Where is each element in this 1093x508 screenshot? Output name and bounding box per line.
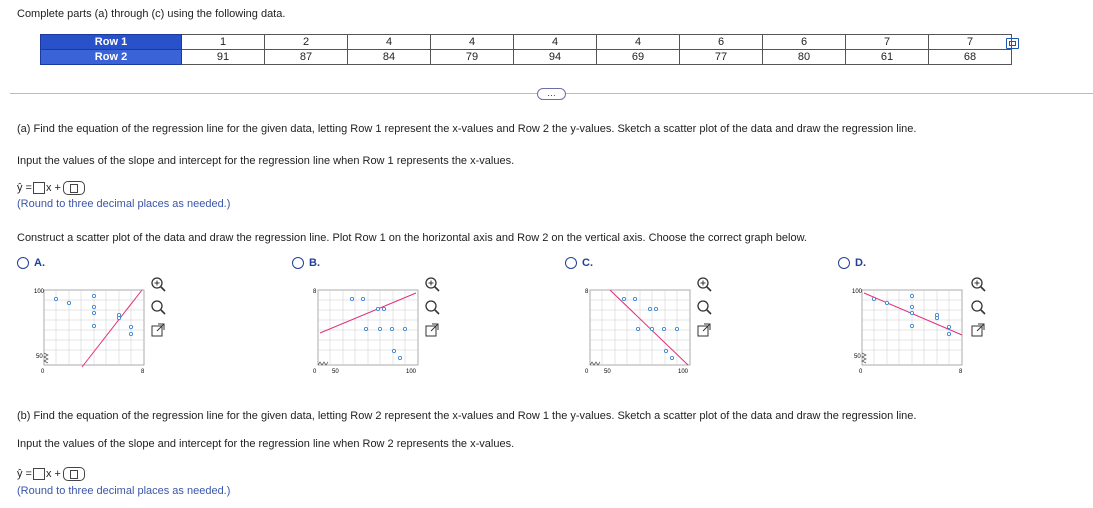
tick-label: 100 <box>678 369 689 375</box>
table-cell: 77 <box>680 50 763 65</box>
copy-data-icon[interactable] <box>1006 38 1019 49</box>
radio-icon[interactable] <box>838 257 850 269</box>
pop-out-icon[interactable] <box>424 322 440 338</box>
option-b-label: B. <box>309 257 320 269</box>
point <box>129 325 132 328</box>
tick-label: 50 <box>604 369 611 375</box>
expand-more-button[interactable]: … <box>537 88 566 100</box>
table-cell: 4 <box>348 35 431 50</box>
point <box>648 307 651 310</box>
part-b-equation <box>17 467 85 481</box>
point <box>650 327 653 330</box>
point <box>398 356 401 359</box>
point <box>67 301 70 304</box>
data-table <box>40 34 1012 65</box>
point <box>364 327 367 330</box>
tick-label: 8 <box>585 289 589 295</box>
table-cell: 84 <box>348 50 431 65</box>
radio-icon[interactable] <box>17 257 29 269</box>
point <box>910 311 913 314</box>
table-cell: 94 <box>514 50 597 65</box>
table-cell: 79 <box>431 50 514 65</box>
point <box>947 332 950 335</box>
point <box>675 327 678 330</box>
tick-label: 100 <box>406 369 417 375</box>
zoom-in-icon[interactable] <box>970 276 986 292</box>
option-d-label: D. <box>855 257 866 269</box>
part-a-question: (a) Find the equation of the regression line for the given data, letting Row 1 represent the x-values and Row 2 the y-values. Sketch a scatter plot of the data and draw the regression line. <box>17 123 917 135</box>
part-b-question: (b) Find the equation of the regression line for the given data, letting Row 2 represent the x-values and Row 1 the y-values. Sketch a scatter plot of the data and draw the regression line. <box>17 410 917 422</box>
table-cell: 4 <box>514 35 597 50</box>
graph-a <box>34 285 154 380</box>
option-c-label: C. <box>582 257 593 269</box>
point <box>670 356 673 359</box>
radio-icon[interactable] <box>565 257 577 269</box>
tick-label: 0 <box>41 369 45 375</box>
zoom-out-icon[interactable] <box>150 299 166 315</box>
point <box>403 327 406 330</box>
tick-label: 50 <box>36 354 43 360</box>
table-cell: 6 <box>763 35 846 50</box>
graph-d-tools <box>970 276 986 338</box>
intercept-input[interactable] <box>63 181 85 195</box>
tick-label: 8 <box>959 369 963 375</box>
point <box>390 327 393 330</box>
tick-label: 8 <box>313 289 317 295</box>
point <box>664 349 667 352</box>
point <box>910 324 913 327</box>
tick-label: 100 <box>852 289 863 295</box>
tick-label: 0 <box>585 369 589 375</box>
tick-label: 100 <box>34 289 45 295</box>
point <box>947 325 950 328</box>
table-cell: 7 <box>929 35 1012 50</box>
option-b[interactable] <box>292 257 320 269</box>
point <box>92 324 95 327</box>
yhat-label: ŷ = <box>17 182 32 194</box>
x-plus-label: x + <box>45 468 61 480</box>
tick-label: 50 <box>854 354 861 360</box>
zoom-in-icon[interactable] <box>150 276 166 292</box>
point <box>910 294 913 297</box>
table-cell: 6 <box>680 35 763 50</box>
table-cell: 69 <box>597 50 680 65</box>
zoom-in-icon[interactable] <box>696 276 712 292</box>
table-cell: 68 <box>929 50 1012 65</box>
graph-b-tools <box>424 276 440 338</box>
zoom-out-icon[interactable] <box>970 299 986 315</box>
part-b-round-hint: (Round to three decimal places as needed.) <box>17 485 231 497</box>
table-cell: 91 <box>182 50 265 65</box>
yhat-label: ŷ = <box>17 468 32 480</box>
point <box>910 305 913 308</box>
point <box>662 327 665 330</box>
graph-c-tools <box>696 276 712 338</box>
table-cell: 61 <box>846 50 929 65</box>
point <box>117 313 120 316</box>
graph-b <box>308 285 428 380</box>
option-a[interactable] <box>17 257 45 269</box>
part-a-round-hint: (Round to three decimal places as needed.) <box>17 198 231 210</box>
point <box>54 297 57 300</box>
point <box>622 297 625 300</box>
point <box>361 297 364 300</box>
table-cell: 4 <box>597 35 680 50</box>
point <box>654 307 657 310</box>
pop-out-icon[interactable] <box>970 322 986 338</box>
point <box>392 349 395 352</box>
pop-out-icon[interactable] <box>696 322 712 338</box>
zoom-out-icon[interactable] <box>424 299 440 315</box>
instructions: Complete parts (a) through (c) using the following data. <box>17 8 286 20</box>
radio-icon[interactable] <box>292 257 304 269</box>
option-a-label: A. <box>34 257 45 269</box>
table-cell: 1 <box>182 35 265 50</box>
table-row-1 <box>41 35 1012 50</box>
table-cell: 87 <box>265 50 348 65</box>
point <box>636 327 639 330</box>
point <box>872 297 875 300</box>
point <box>92 305 95 308</box>
x-plus-label: x + <box>45 182 61 194</box>
row1-header: Row 1 <box>41 35 182 50</box>
tick-label: 0 <box>313 369 317 375</box>
slope-input[interactable] <box>33 468 45 480</box>
point <box>376 307 379 310</box>
part-a-input-prompt: Input the values of the slope and intercept for the regression line when Row 1 represents the x-values. <box>17 155 515 167</box>
point <box>935 313 938 316</box>
construct-prompt: Construct a scatter plot of the data and draw the regression line. Plot Row 1 on the horizontal axis and Row 2 on the vertical axis. Choose the correct graph below. <box>17 232 807 244</box>
graph-c <box>580 285 700 380</box>
graph-d <box>852 285 972 380</box>
slope-input[interactable] <box>33 182 45 194</box>
option-d[interactable] <box>838 257 866 269</box>
point <box>378 327 381 330</box>
zoom-out-icon[interactable] <box>696 299 712 315</box>
zoom-in-icon[interactable] <box>424 276 440 292</box>
point <box>92 311 95 314</box>
table-cell: 2 <box>265 35 348 50</box>
point <box>885 301 888 304</box>
table-row-2 <box>41 50 1012 65</box>
graph-a-tools <box>150 276 166 338</box>
tick-label: 8 <box>141 369 145 375</box>
table-cell: 80 <box>763 50 846 65</box>
tick-label: 50 <box>332 369 339 375</box>
tick-label: 0 <box>859 369 863 375</box>
table-cell: 7 <box>846 35 929 50</box>
row2-header: Row 2 <box>41 50 182 65</box>
point <box>350 297 353 300</box>
pop-out-icon[interactable] <box>150 322 166 338</box>
part-b-input-prompt: Input the values of the slope and intercept for the regression line when Row 2 represents the x-values. <box>17 438 515 450</box>
point <box>633 297 636 300</box>
point <box>382 307 385 310</box>
intercept-input[interactable] <box>63 467 85 481</box>
option-c[interactable] <box>565 257 593 269</box>
point <box>92 294 95 297</box>
part-a-equation <box>17 181 85 195</box>
point <box>129 332 132 335</box>
table-cell: 4 <box>431 35 514 50</box>
